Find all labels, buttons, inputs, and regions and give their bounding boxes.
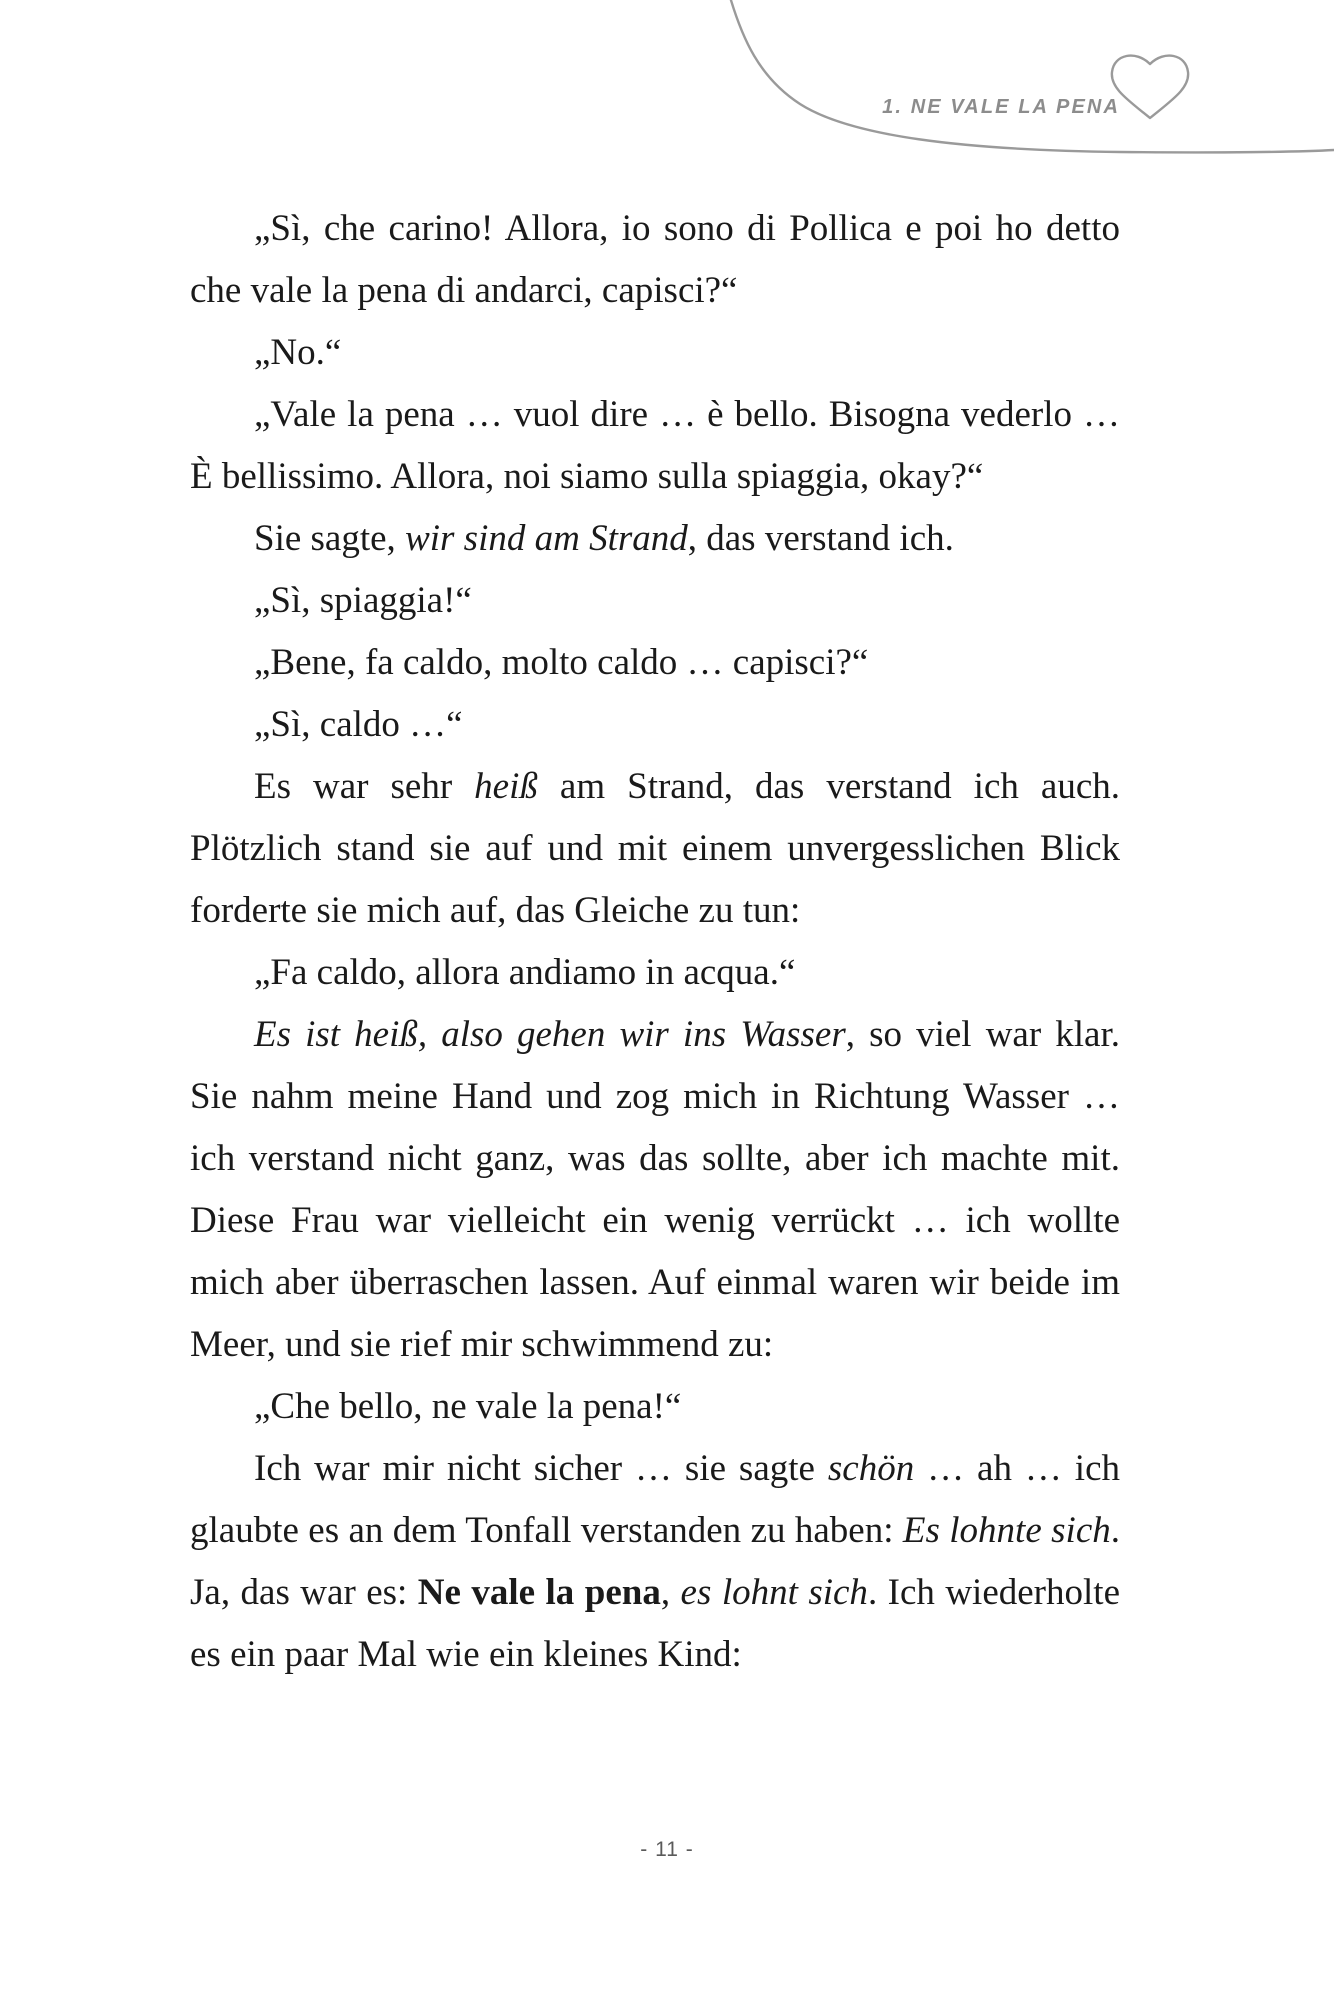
- paragraph: [190, 384, 1120, 508]
- text-run: … ah … ich glaubte es an dem Tonfall verstanden zu haben:: [190, 1448, 1120, 1551]
- emphasis-text: Es ist heiß, also gehen wir ins Wasser: [254, 1014, 846, 1055]
- paragraph: [190, 322, 1120, 384]
- running-head-title: 1. NE VALE LA PENA: [882, 96, 1120, 118]
- text-run: „No.“: [254, 332, 342, 373]
- emphasis-text: wir sind am Strand: [405, 518, 688, 559]
- text-run: „Sì, spiaggia!“: [254, 580, 472, 621]
- text-run: . Ja, das war es:: [190, 1510, 1120, 1613]
- paragraph: [190, 570, 1120, 632]
- text-run: „Vale la pena … vuol dire … è bello. Bisogna vederlo … È bellissimo. Allora, noi siamo sulla spiaggia, okay?“: [190, 394, 1120, 497]
- text-run: , das verstand ich.: [687, 518, 954, 559]
- text-run: ,: [660, 1572, 681, 1613]
- paragraph: [190, 632, 1120, 694]
- text-run: „Fa caldo, allora andiamo in acqua.“: [254, 952, 796, 993]
- paragraph: [190, 1004, 1120, 1376]
- paragraph: [190, 694, 1120, 756]
- text-run: „Sì, caldo …“: [254, 704, 463, 745]
- header-swoosh-decoration: [0, 0, 1334, 180]
- text-run: „Sì, che carino! Allora, io sono di Pollica e poi ho detto che vale la pena di andarci, capisci?“: [190, 208, 1120, 311]
- emphasis-text: Es lohnte sich: [902, 1510, 1111, 1551]
- paragraph: [190, 198, 1120, 322]
- paragraph: [190, 508, 1120, 570]
- text-run: . Ich wiederholte es ein paar Mal wie ein kleines Kind:: [190, 1572, 1120, 1675]
- text-run: Sie sagte,: [254, 518, 406, 559]
- text-run: , so viel war klar. Sie nahm meine Hand und zog mich in Richtung Wasser … ich verstand nicht ganz, was das sollte, aber ich machte mit. Diese Frau war vielleicht ein wenig verrückt … ich wollte mich aber überraschen lassen. Auf einmal waren wir beide im Meer, und sie rief mir schwimmend zu:: [190, 1014, 1120, 1365]
- page-number: - 11 -: [640, 1838, 694, 1861]
- emphasis-text: schön: [827, 1448, 915, 1489]
- page-text-body: [190, 198, 1120, 1686]
- paragraph: [190, 1438, 1120, 1686]
- text-run: „Bene, fa caldo, molto caldo … capisci?“: [254, 642, 869, 683]
- strong-text: Ne vale la pena: [417, 1572, 661, 1613]
- text-run: Es war sehr: [254, 766, 475, 807]
- emphasis-text: heiß: [474, 766, 538, 807]
- paragraph: [190, 1376, 1120, 1438]
- text-run: „Che bello, ne vale la pena!“: [254, 1386, 682, 1427]
- emphasis-text: es lohnt sich: [680, 1572, 868, 1613]
- running-head: [0, 0, 1334, 180]
- text-run: am Strand, das verstand ich auch. Plötzlich stand sie auf und mit einem unvergesslichen Blick forderte sie mich auf, das Gleiche zu tun:: [190, 766, 1120, 931]
- text-run: Ich war mir nicht sicher … sie sagte: [254, 1448, 828, 1489]
- paragraph: [190, 942, 1120, 1004]
- paragraph: [190, 756, 1120, 942]
